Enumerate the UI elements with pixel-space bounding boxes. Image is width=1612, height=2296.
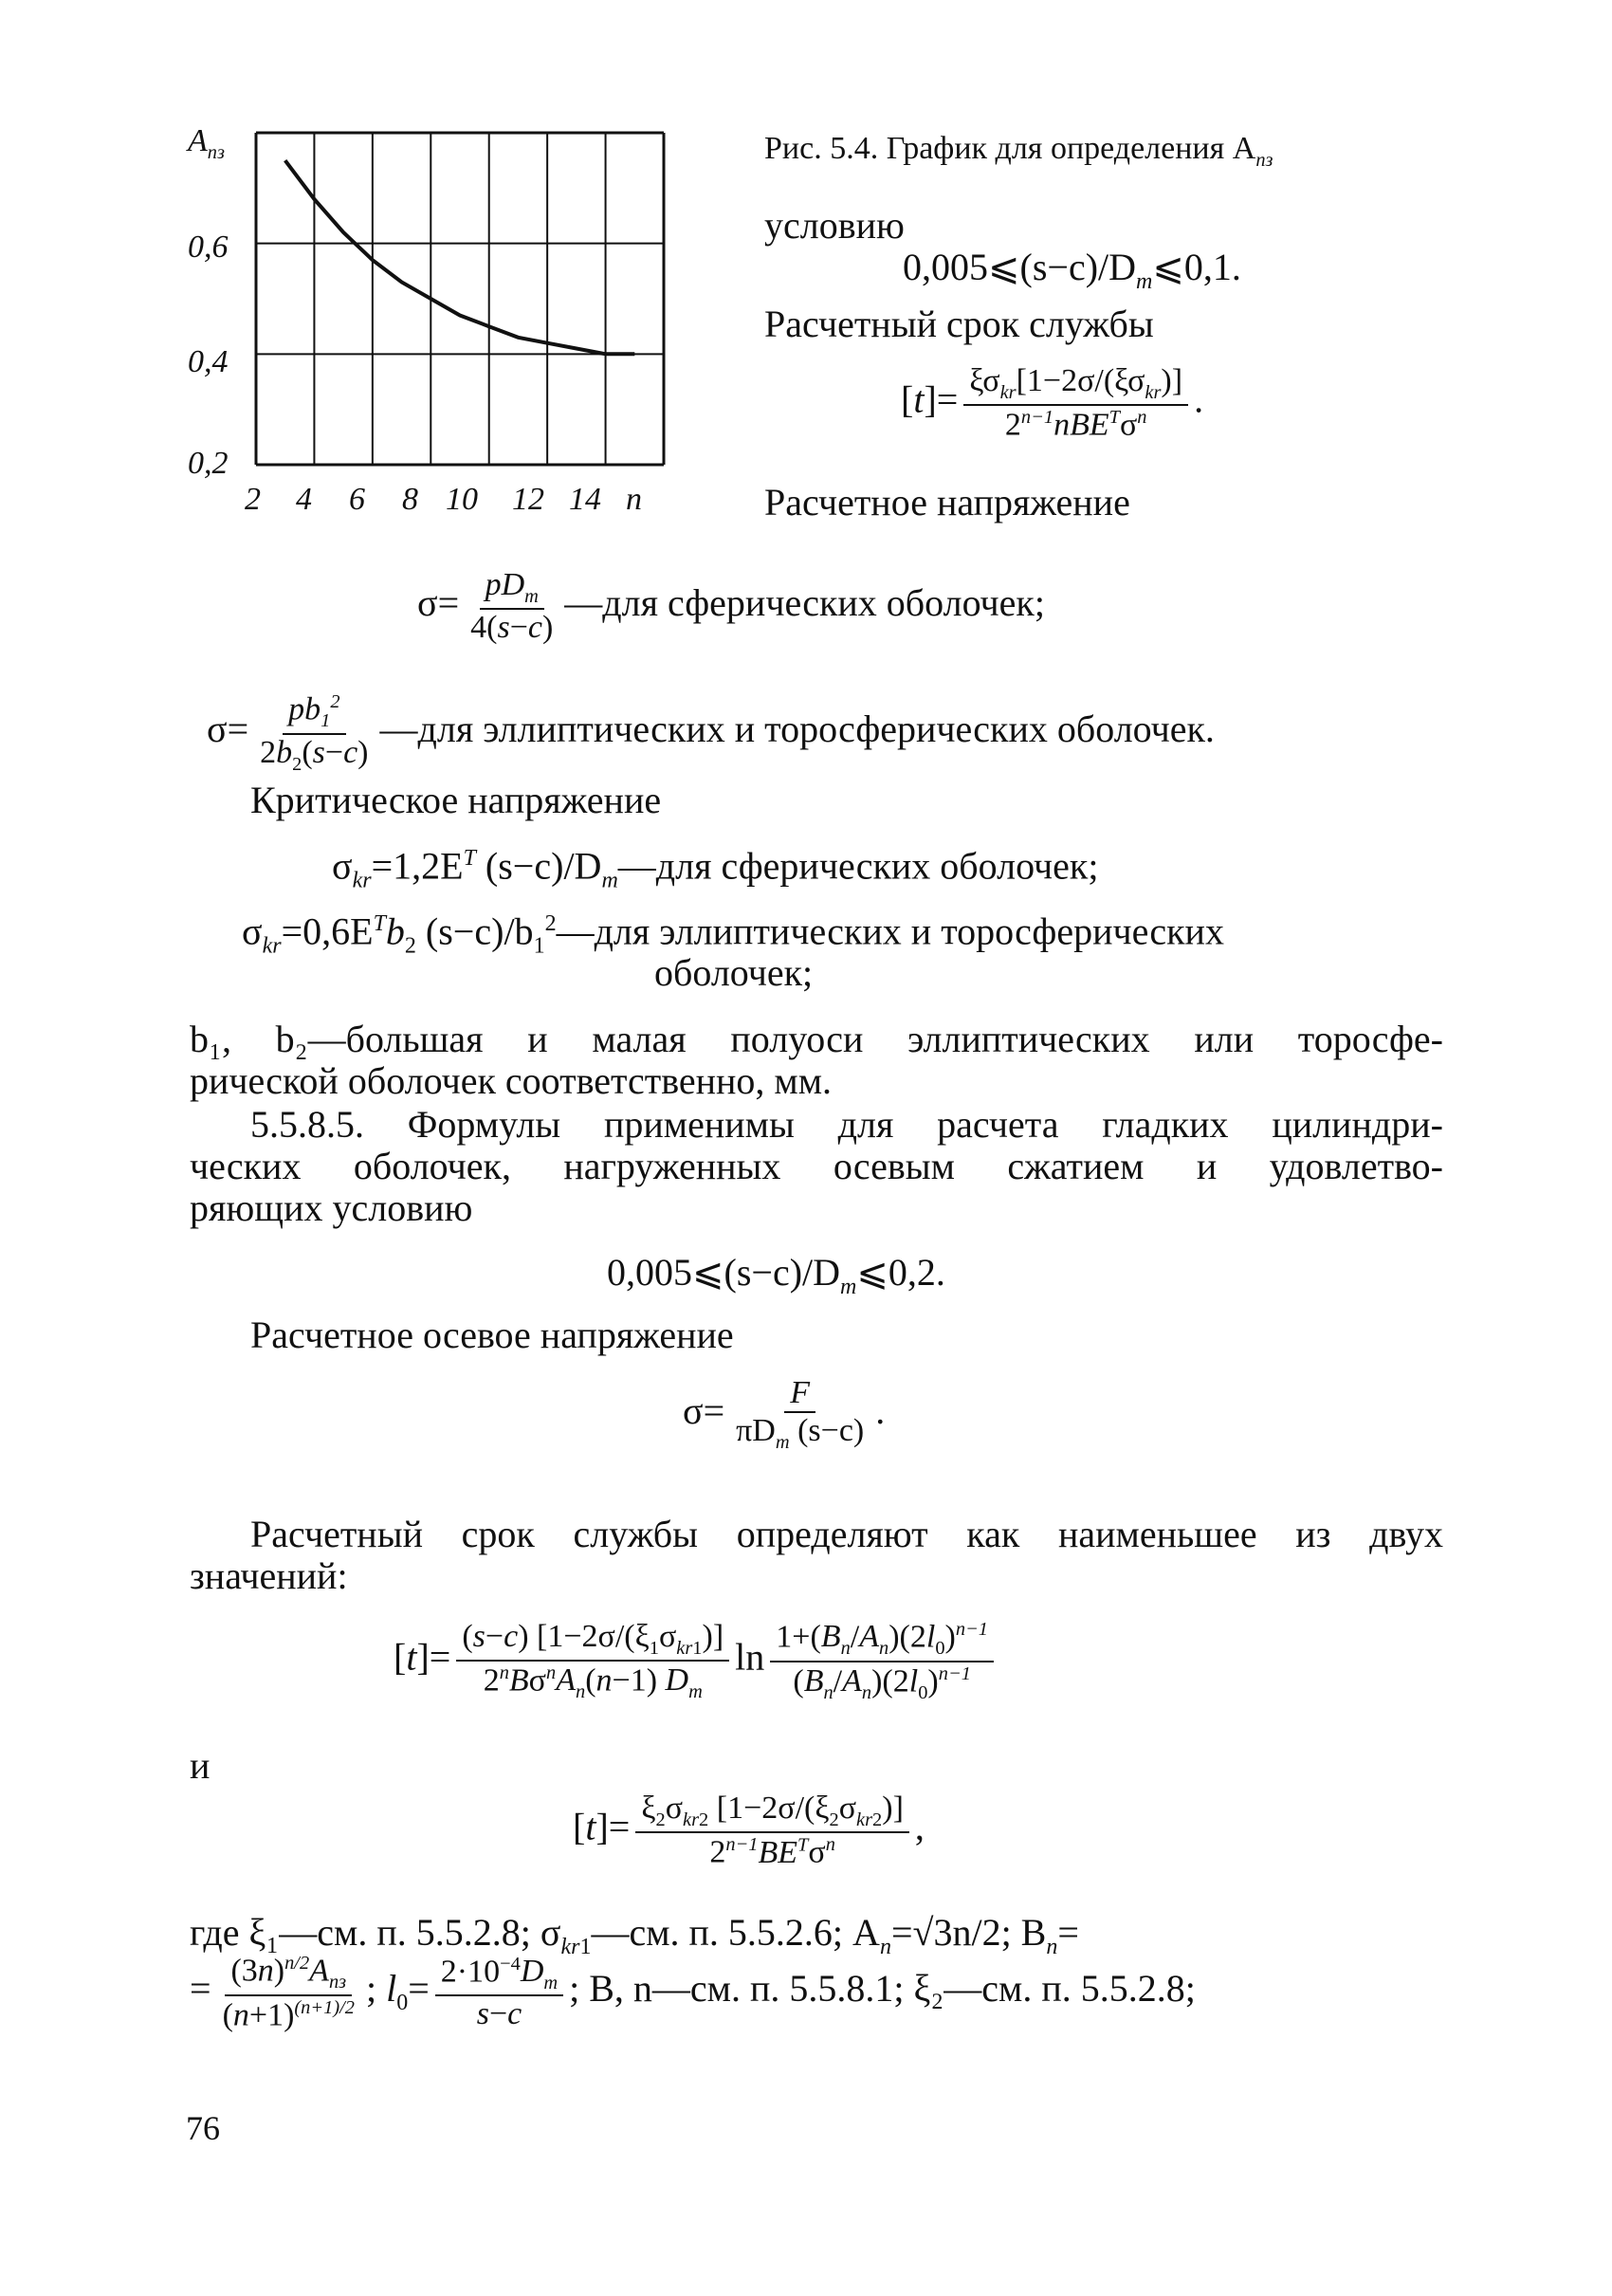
chart-aps [190,123,683,531]
x-tick-2: 2 [245,482,261,517]
formula-service-life-1: [t]= $\frac{\xi\sigma_{kr}[1-2\sigma/(\xi\sigma_{kr})]}{2^{n-1}nBE^T\sigma^n}$ . [901,363,1204,443]
condition-1: $0,005⩽(s-c)/D_m⩽0,1$. [903,246,1241,294]
formula-ellip-stress: σ= $\frac{pb_1^2}{2b_2(s-c)}$ —для эллиптических и торосферических оболочек. [207,691,1215,775]
series-line [285,160,635,354]
axial-stress-heading: Расчетное осевое напряжение [250,1313,734,1356]
formula-service-life-2: [t]= $\frac{(s-c) [1-2\sigma/(\xi_1\sigma_{kr1})]}{2^nB\sigma^nA_n(n-1) D_m}$ ln $\frac{1+(B_n/A_n)(2l_0)^{n-1}}{(B_n/A_n)(2l_0)^{n-1}}$ [394,1620,999,1702]
text-usloviyu: условию [764,204,905,247]
x-tick-10: 10 [446,482,478,517]
y-tick-0-2: 0,2 [188,446,229,481]
x-tick-6: 6 [349,482,365,517]
calc-stress-heading: Расчетное напряжение [764,481,1130,523]
formula-sphere-stress: σ= $\frac{pD_m}{4(s-c)}$ —для сферических оболочек; [417,567,1045,646]
page-number: 76 [186,2109,220,2147]
para-5-5-8-5-line-3: ряющих условию [190,1186,473,1229]
text-and: и [190,1744,211,1787]
x-tick-12: 12 [512,482,544,517]
x-tick-8: 8 [402,482,418,517]
x-tick-14: 14 [569,482,601,517]
where-line-2: = $\frac{(3n)^{n/2}A_{пз}}{(n+1)^{(n+1)/2}}$ ; $l_0=$ $\frac{2\cdot 10^{-4}D_m}{s-c}$ ; B, n—см. п. 5.5.8.1; ξ₂—см. п. 5.5.2.8; [190,1953,1196,2032]
service-life-2-line-1: Расчетный срок службы определяют как наименьшее из двух [250,1513,1443,1555]
para-5-5-8-5-line-1: 5.5.8.5. Формулы применимы для расчета гладких цилиндри- [250,1103,1443,1146]
formula-crit-2-cont: оболочек; [654,951,814,994]
para-5-5-8-5-line-2: ческих оболочек, нагруженных осевым сжатием и удовлетво- [190,1145,1443,1187]
formula-service-life-3: [t]= $\frac{\xi_2\sigma_{kr2} [1-2\sigma/(\xi_2\sigma_{kr2})]}{2^{n-1}BE^T\sigma^n}$ , [573,1791,925,1870]
service-life-heading: Расчетный срок службы [764,303,1154,345]
where-line-1: где ξ₁—см. п. 5.5.2.8; $\sigma_{kr1}—см$. п. 5.5.2.6; $A_n=√3n/2$; $B_n=$ [190,1911,1079,1959]
condition-2: $0,005⩽(s-c)/D_m⩽0,2$. [607,1251,945,1299]
y-tick-0-6: 0,6 [188,230,229,265]
x-axis-label: n [626,482,642,517]
figure-caption: Рис. 5.4. График для определения $A_{пз}$ [764,131,1273,171]
formula-crit-1: $\sigma_{kr}=1,2E^T$ $(s-c)/D_m—для$ сферических оболочек; [332,844,1099,893]
x-tick-4: 4 [296,482,312,517]
y-axis-label: $A_{пз}$ [188,123,225,163]
b-definition-line-2: рической оболочек соответственно, мм. [190,1059,833,1102]
service-life-2-line-2: значений: [190,1554,348,1597]
critical-stress-heading: Критическое напряжение [250,779,662,821]
formula-crit-2: $\sigma_{kr}=0,6E^Tb_2$ $(s-c)/b_1^2—для$ эллиптических и торосферических [242,909,1224,959]
formula-axial-stress: σ= $\frac{F}{\pi D_m (s-c)}$ . [683,1375,886,1453]
b-definition-line-1: b₁, b₂—большая и малая полуоси эллиптических или торосфе- [190,1018,1443,1060]
y-tick-0-4: 0,4 [188,344,229,379]
